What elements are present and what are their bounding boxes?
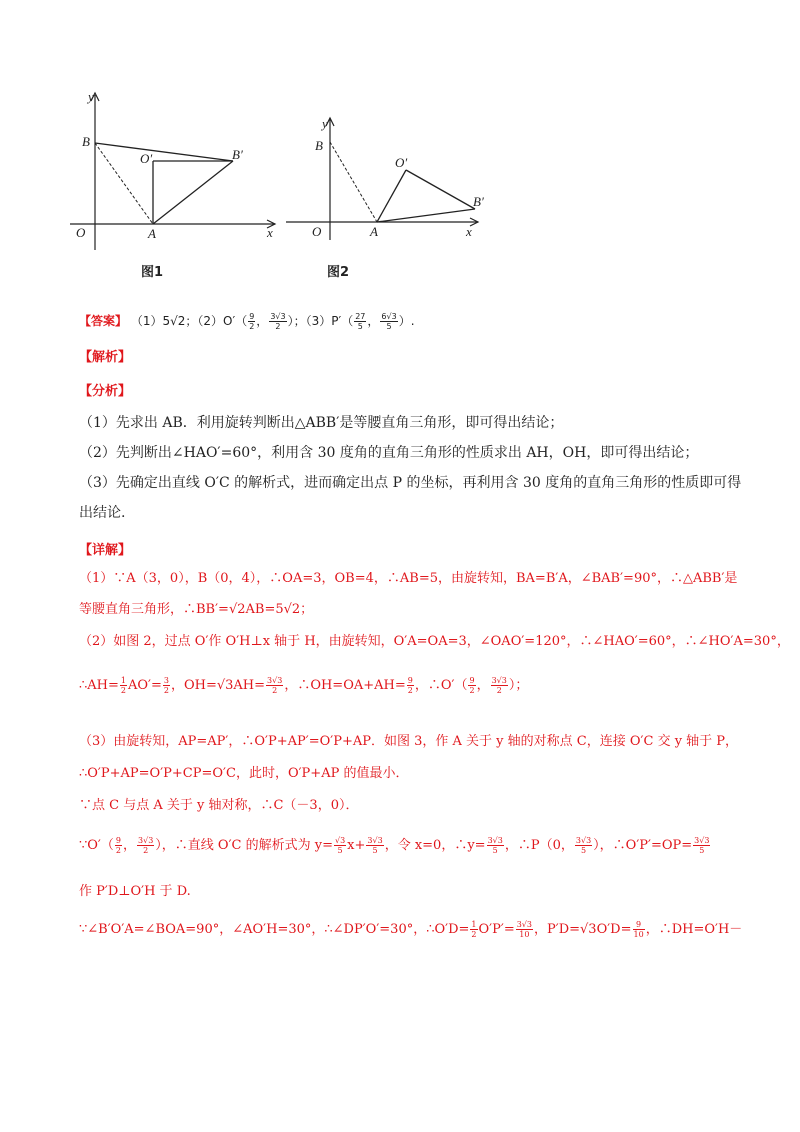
detail-line-10: ∵∠B′O′A=∠BOA=90°，∠AO′H=30°，∴∠DP′O′=30°，∴O′D= $\frac{1}{2}$ O′P′= $\frac{3√3}{10}$ ，P′D=√3O′D= $\frac{9}{10}$ ，∴DH=O′H－ [79,920,743,939]
answer-line [79,312,415,331]
fig2-label-a: A [370,224,378,239]
detail-frac: $\frac{9}{10}$ [633,920,644,939]
answer-frac-3: $\frac{27}{5}$ [355,312,366,331]
answer-frac-1: $\frac{9}{2}$ [249,312,255,331]
answer-sep2: ， [367,314,380,328]
fig2-label-y: y [322,116,328,131]
fig2-label-bp: B′ [473,194,484,209]
jiexi-tag: 【解析】 [79,350,132,365]
answer-part1: （1）5√2；（2）O′（ [130,314,248,328]
answer-sep1: ， [256,314,269,328]
fig2-label-op: O′ [395,155,408,170]
fig1-label-y: y [88,89,94,104]
fig2-label-o: O [312,224,322,239]
fig1-label-x: x [267,225,273,240]
detail-line-5: （3）由旋转知，AP=AP′，∴O′P+AP′=O′P+AP．如图 3，作 A 关于 y 轴的对称点 C，连接 O′C 交 y 轴于 P， [79,734,739,749]
detail-frac: $\frac{9}{2}$ [115,836,121,855]
detail-frac: $\frac{3√3}{5}$ [487,836,503,855]
detail-frac: $\frac{1}{2}$ [471,920,477,939]
fig2-label-b: B [315,138,323,153]
figure-2-diagram [280,112,490,247]
figure-2 [280,112,490,247]
detail-frac: $\frac{3√3}{2}$ [138,836,154,855]
detail-line-3: （2）如图 2，过点 O′作 O′H⊥x 轴于 H，由旋转知，O′A=OA=3，∠OAO′=120°，∴∠HAO′=60°，∴∠HO′A=30°， [79,634,790,649]
answer-tag: 【答案】 [79,314,128,328]
figure-1 [60,85,290,265]
answer-frac-2: $\frac{3√3}{2}$ [270,312,286,331]
detail-frac: $\frac{3√3}{5}$ [694,836,710,855]
detail-frac: $\frac{√3}{5}$ [334,836,346,855]
detail-frac: $\frac{9}{2}$ [469,676,475,695]
fenxi-tag: 【分析】 [79,384,132,399]
analysis-line-4: 出结论. [79,505,126,521]
analysis-line-3: （3）先确定出直线 O′C 的解析式，进而确定出点 P 的坐标，再利用含 30 度角的直角三角形的性质即可得 [79,475,742,491]
detail-frac: $\frac{1}{2}$ [120,676,126,695]
answer-part2: ）；（3）P′（ [287,314,354,328]
detail-line-9: 作 P′D⊥O′H 于 D. [79,884,191,899]
fig1-label-o: O [76,225,86,240]
detail-line-7: ∵点 C 与点 A 关于 y 轴对称，∴C（－3，0）． [79,798,359,813]
answer-frac-4: $\frac{6√3}{5}$ [381,312,397,331]
figure-1-diagram [60,85,290,265]
detail-frac: $\frac{3}{2}$ [163,676,169,695]
detail-line-4: ∴AH= $\frac{1}{2}$ AO′= $\frac{3}{2}$ ，OH=√3AH= $\frac{3√3}{2}$ ，∴OH=OA+AH= $\frac{9}{2}$ ，∴O′（ $\frac{9}{2}$ ， $\frac{3√3}{2}$ ）； [79,676,529,695]
fig2-label-x: x [466,224,472,239]
detail-frac: $\frac{3√3}{5}$ [575,836,592,855]
detail-line-2: 等腰直角三角形，∴BB′=√2AB=5√2； [79,602,314,617]
detail-line-1: （1）∵A（3，0），B（0，4），∴OA=3，OB=4，∴AB=5，由旋转知，BA=B′A，∠BAB′=90°，∴△ABB′是 [79,571,738,586]
figure-1-caption: 图1 [141,265,164,280]
detail-line-8: ∵O′（ $\frac{9}{2}$ ， $\frac{3√3}{2}$ ），∴直线 O′C 的解析式为 y= $\frac{√3}{5}$ x+ $\frac{3√3}{5}$ ，令 x=0，∴y= $\frac{3√3}{5}$ ，∴P（0， $\frac{3√3}{5}$ ），∴O′P′=OP= $\frac{3√3}{5}$ [79,836,710,855]
xiangjie-tag: 【详解】 [79,543,132,558]
fig1-label-op: O′ [140,151,153,166]
analysis-line-1: （1）先求出 AB．利用旋转判断出△ABB′是等腰直角三角形，即可得出结论； [79,415,564,431]
fig1-label-b: B [82,134,90,149]
fig1-label-a: A [148,226,156,241]
detail-frac: $\frac{3√3}{2}$ [267,676,283,695]
detail-frac: $\frac{3√3}{5}$ [367,836,383,855]
answer-part3: ）. [398,314,415,328]
detail-frac: $\frac{9}{2}$ [407,676,413,695]
detail-frac: $\frac{3√3}{2}$ [491,676,507,695]
detail-frac: $\frac{3√3}{10}$ [516,920,532,939]
detail-line-6: ∴O′P+AP=O′P+CP=O′C，此时，O′P+AP 的值最小． [79,766,409,781]
fig1-label-bp: B′ [232,147,243,162]
figure-2-caption: 图2 [327,265,350,280]
analysis-line-2: （2）先判断出∠HAO′=60°，利用含 30 度角的直角三角形的性质求出 AH，OH，即可得出结论； [79,445,699,461]
